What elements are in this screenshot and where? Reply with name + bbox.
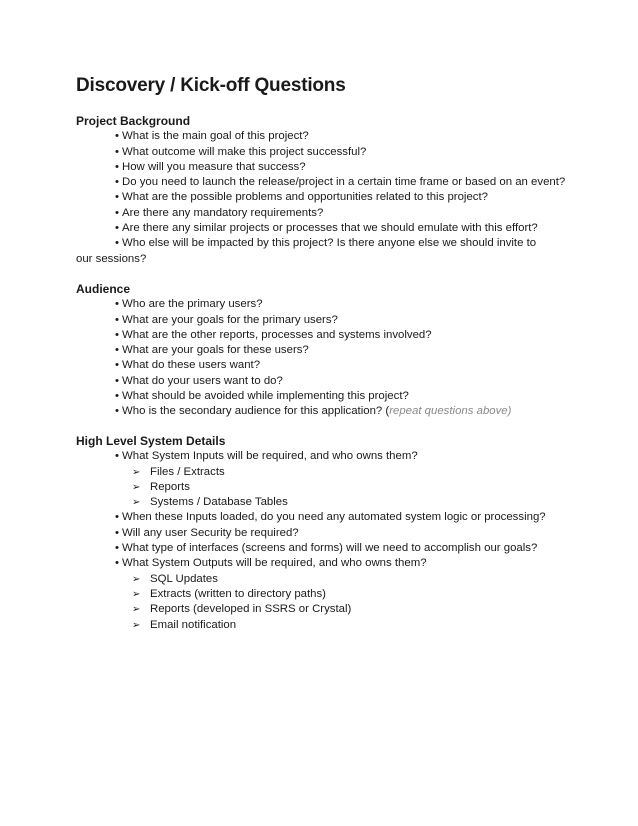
list-item [76,389,596,404]
bullet-list [76,297,596,419]
list-item-text: Who else will be impacted by this project? Is there anyone else we should invite to [122,237,537,250]
bullet-glyph: • [115,222,119,235]
list-item [76,313,596,328]
list-item [76,129,596,144]
paren-open: ( [385,405,390,418]
sub-list-item [76,618,596,633]
bullet-glyph: • [115,359,119,372]
sub-item-text: SQL Updates [150,572,218,585]
list-item-text: What are your goals for the primary users? [122,313,338,326]
sub-item-text: Files / Extracts [150,465,225,478]
section-heading: High Level System Details [76,434,226,448]
section-project-background [76,114,596,267]
arrow-bullet-icon: ➢ [132,481,141,493]
list-item [76,175,596,190]
sub-list-item [76,587,596,602]
bullet-glyph: • [115,374,119,387]
list-item [76,343,596,358]
repeat-note: repeat questions above) [389,405,512,418]
section-system-details [76,434,596,633]
bullet-glyph: • [115,542,119,555]
sub-list-item [76,495,596,510]
bullet-glyph: • [115,526,119,539]
list-item-text: What type of interfaces (screens and forms) will we need to accomplish our goals? [122,542,538,555]
bullet-glyph: • [115,176,119,189]
list-item-text: What System Outputs will be required, and who owns them? [122,557,427,570]
bullet-glyph: • [115,313,119,326]
bullet-list [76,129,596,267]
list-item [76,358,596,373]
arrow-bullet-icon: ➢ [132,588,141,600]
list-item-text: What do your users want to do? [122,374,283,387]
sub-item-text: Systems / Database Tables [150,496,288,509]
list-item-text: What should be avoided while implementing this project? [122,390,409,403]
list-item-text: What is the main goal of this project? [122,130,309,143]
arrow-bullet-icon: ➢ [132,573,141,585]
sub-list-item [76,602,596,617]
bullet-glyph: • [115,206,119,219]
bullet-glyph: • [115,557,119,570]
list-item-text: What are your goals for these users? [122,344,309,357]
bullet-list [76,449,596,633]
page-title: Discovery / Kick-off Questions [76,75,346,96]
list-item-text: What are the possible problems and opportunities related to this project? [122,191,488,204]
bullet-glyph: • [115,405,119,418]
list-item [76,449,596,464]
sub-item-text: Reports (developed in SSRS or Crystal) [150,603,352,616]
list-item-text: What are the other reports, processes and systems involved? [122,328,432,341]
list-item-text: When these Inputs loaded, do you need any automated system logic or processing? [122,511,546,524]
sub-list-item [76,465,596,480]
list-item-text: Are there any mandatory requirements? [122,206,324,219]
list-item [76,541,596,556]
arrow-bullet-icon: ➢ [132,619,141,631]
section-heading: Audience [76,282,131,296]
list-item-text: What outcome will make this project successful? [122,145,367,158]
bullet-glyph: • [115,160,119,173]
list-item [76,206,596,221]
bullet-glyph: • [115,344,119,357]
bullet-glyph: • [115,191,119,204]
list-item-text: How will you measure that success? [122,160,306,173]
arrow-bullet-icon: ➢ [132,466,141,478]
list-item [76,328,596,343]
bullet-glyph: • [115,237,119,250]
list-item [76,374,596,389]
list-item-text: Are there any similar projects or processes that we should emulate with this effort? [122,222,538,235]
sub-list-item [76,480,596,495]
list-item-text: Do you need to launch the release/project in a certain time frame or based on an event? [122,176,566,189]
bullet-glyph: • [115,450,119,463]
list-item-text: Who is the secondary audience for this application? [122,405,383,418]
bullet-glyph: • [115,511,119,524]
arrow-bullet-icon: ➢ [132,604,141,616]
bullet-glyph: • [115,390,119,403]
arrow-bullet-icon: ➢ [132,497,141,509]
bullet-glyph: • [115,130,119,143]
sub-list-item [76,572,596,587]
list-item [76,510,596,525]
list-item [76,556,596,571]
list-item [76,526,596,541]
list-item [76,190,596,205]
bullet-glyph: • [115,298,119,311]
bullet-glyph: • [115,145,119,158]
list-item-text: What System Inputs will be required, and who owns them? [122,450,418,463]
list-item-text: Who are the primary users? [122,298,263,311]
list-item [76,160,596,175]
section-audience [76,282,596,420]
section-heading: Project Background [76,114,191,128]
list-item-text: Will any user Security be required? [122,526,299,539]
list-item-continuation: our sessions? [76,252,147,265]
sub-item-text: Reports [150,480,190,493]
sub-item-text: Email notification [150,618,237,631]
list-item [76,145,596,160]
list-item [76,221,596,236]
list-item [76,236,596,267]
sub-item-text: Extracts (written to directory paths) [150,587,326,600]
list-item [76,404,596,419]
list-item [76,297,596,312]
bullet-glyph: • [115,328,119,341]
list-item-text: What do these users want? [122,359,261,372]
